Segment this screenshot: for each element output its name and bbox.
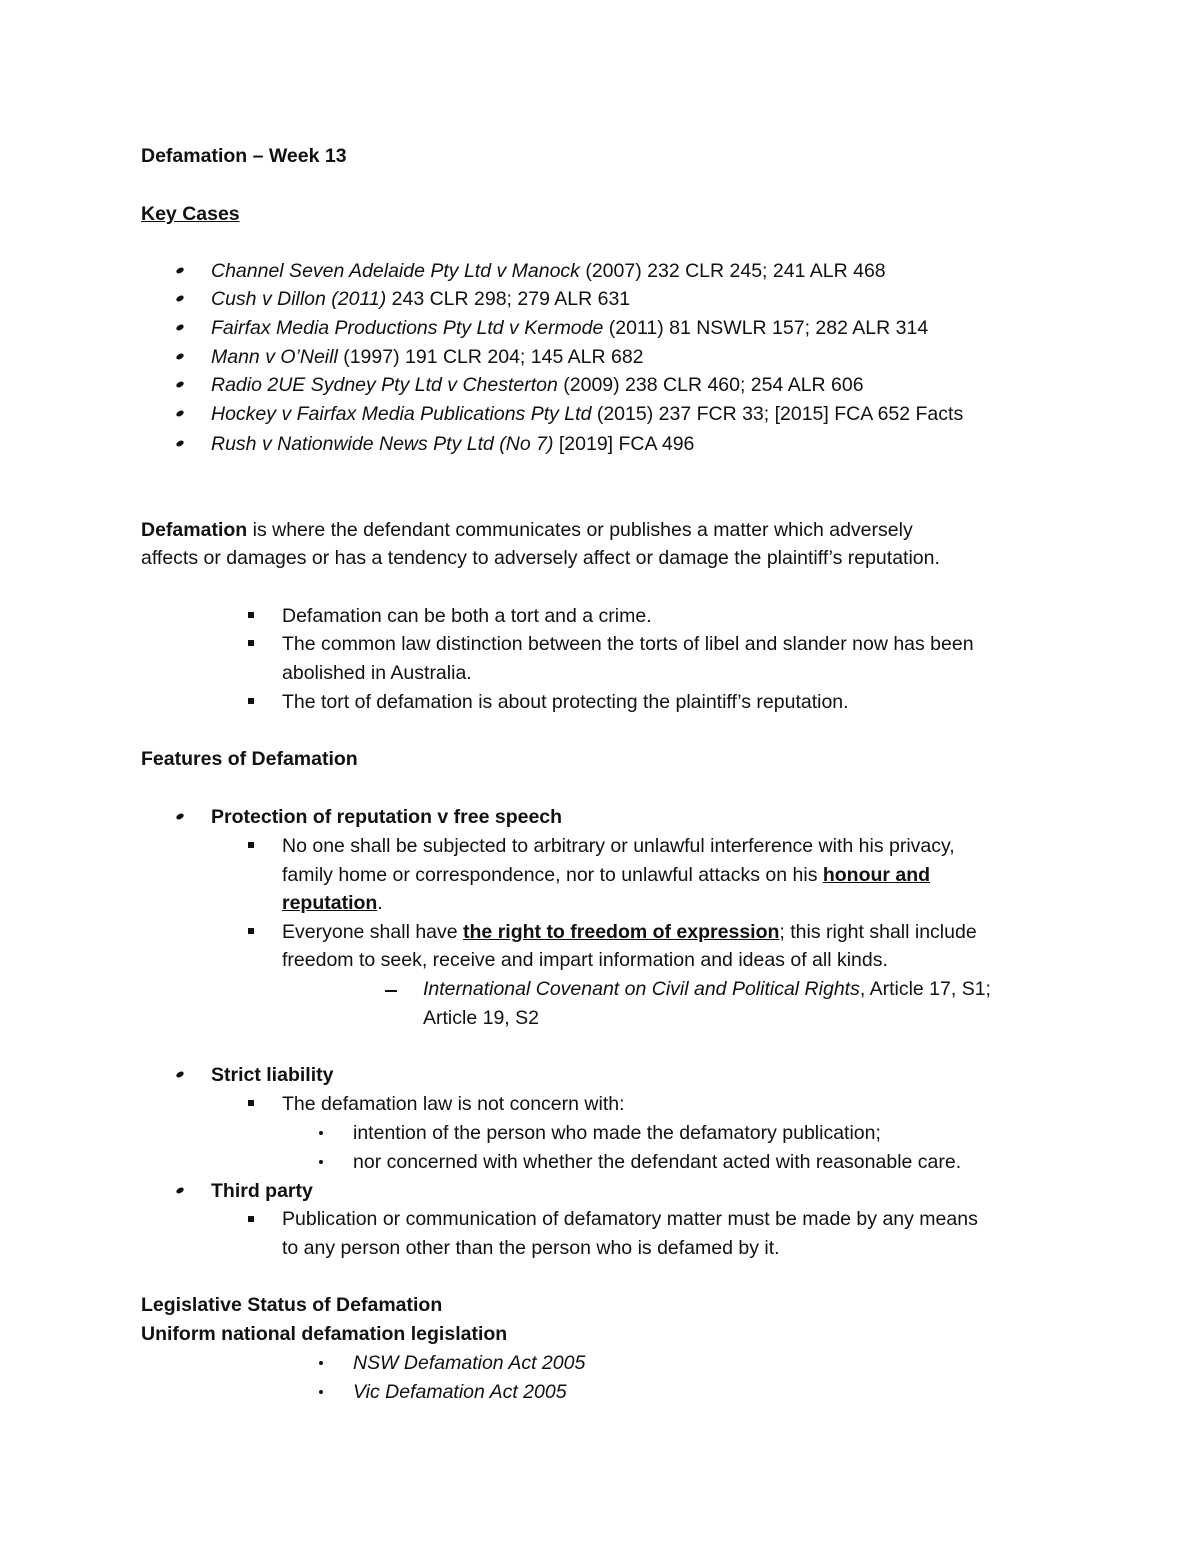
bullet-icon — [175, 1186, 184, 1194]
document-page: Defamation – Week 13 Key Cases Channel Seven Adelaide Pty Ltd v Manock (2007) 232 CLR 245; 241 ALR 468 Cush v Dillon (2011) 243 CLR 298; 279 ALR 631 Fairfax Media Productions Pty Ltd v Kermode (2011) 81 NSWLR 157; 282 ALR 314 Mann v O’Neill (1997) 191 CLR 204; 145 ALR 682 Radio 2UE Sydney Pty Ltd v Chesterton (2009) 238 CLR 460; 254 ALR 606 Hockey v Fairfax Media Publications Pty Ltd (2015) 237 FCR 33; [2015] FCA 652 Facts Rush v Nationwide News Pty Ltd (No 7) [2019] FCA 496 Defamation is where the defendant communicates or publishes a matter which adversely affects or damages or has a tendency to adversely affect or damage the plaintiff’s reputation. Defamation can be both a tort and a crime. The common law distinction between the torts of libel and slander now has been abolished in Australia. The tort of defamation is about protecting the plaintiff’s reputation. Features of Defamation Protection of reputation v free speech No one shall be subjected to arbitrary or unlawful interference with his privacy, family home or correspondence, nor to unlawful attacks on his honour and reputation. Everyone shall have the right to freedom of expression; this right shall include freedom to seek, receive and impart information and ideas of all kinds. International Covenant on Civil and Political Rights, Article 17, S1; Article 19, S2 Strict liability The defamation law is not concern with: intention of the person who made the defamatory publication; nor concerned with whether the defendant acted with reasonable care. Third party Publication or communication of defamatory matter must be made by any means to any person other than the person who is defamed by it. Legislative Status of Defamation Uniform national defamation legislation NSW Defamation Act 2005 Vic Defamation Act 2005 — [0, 0, 1200, 1553]
strict-liability-heading: Strict liability — [211, 1064, 334, 1086]
list-item: The common law distinction between the torts of libel and slander now has been — [282, 633, 974, 655]
small-bullet-icon — [319, 1160, 323, 1164]
honour-reputation-emphasis: honour and — [822, 864, 931, 886]
square-bullet-icon — [248, 698, 254, 704]
square-bullet-icon — [248, 1216, 254, 1222]
small-bullet-icon — [319, 1361, 323, 1365]
bullet-icon — [175, 439, 184, 447]
bullet-icon — [175, 409, 184, 417]
third-party-heading: Third party — [211, 1180, 313, 1202]
document-title: Defamation – Week 13 — [141, 145, 347, 167]
key-cases-heading: Key Cases — [141, 203, 240, 225]
square-bullet-icon — [248, 842, 254, 848]
bullet-icon — [175, 294, 184, 302]
square-bullet-icon — [248, 1100, 254, 1106]
bullet-icon — [175, 323, 184, 331]
bullet-icon — [175, 266, 184, 274]
bullet-icon — [175, 380, 184, 388]
square-bullet-icon — [248, 928, 254, 934]
small-bullet-icon — [319, 1390, 323, 1394]
bullet-icon — [175, 352, 184, 360]
bullet-icon — [175, 812, 184, 820]
square-bullet-icon — [248, 612, 254, 618]
list-item: intention of the person who made the defamatory publication; — [353, 1122, 881, 1144]
definition-term: Defamation — [141, 519, 248, 541]
uniform-legislation-heading: Uniform national defamation legislation — [141, 1323, 508, 1345]
list-item: NSW Defamation Act 2005 — [353, 1352, 586, 1374]
list-item: nor concerned with whether the defendant acted with reasonable care. — [353, 1151, 962, 1173]
freedom-of-expression-emphasis: the right to freedom of expression — [463, 921, 780, 943]
dash-icon — [385, 990, 397, 992]
bullet-icon — [175, 1070, 184, 1078]
source-citation: International Covenant on Civil and Political Rights, Article 17, S1; — [423, 978, 991, 1000]
square-bullet-icon — [248, 640, 254, 646]
list-item: Vic Defamation Act 2005 — [353, 1381, 567, 1403]
list-item: The tort of defamation is about protecting the plaintiff’s reputation. — [282, 691, 849, 713]
list-item: Defamation can be both a tort and a crime. — [282, 605, 652, 627]
features-heading: Features of Defamation — [141, 748, 358, 770]
small-bullet-icon — [319, 1131, 323, 1135]
protection-heading: Protection of reputation v free speech — [211, 806, 563, 828]
legislative-heading: Legislative Status of Defamation — [141, 1294, 443, 1316]
list-item-continuation: abolished in Australia. — [282, 662, 472, 684]
